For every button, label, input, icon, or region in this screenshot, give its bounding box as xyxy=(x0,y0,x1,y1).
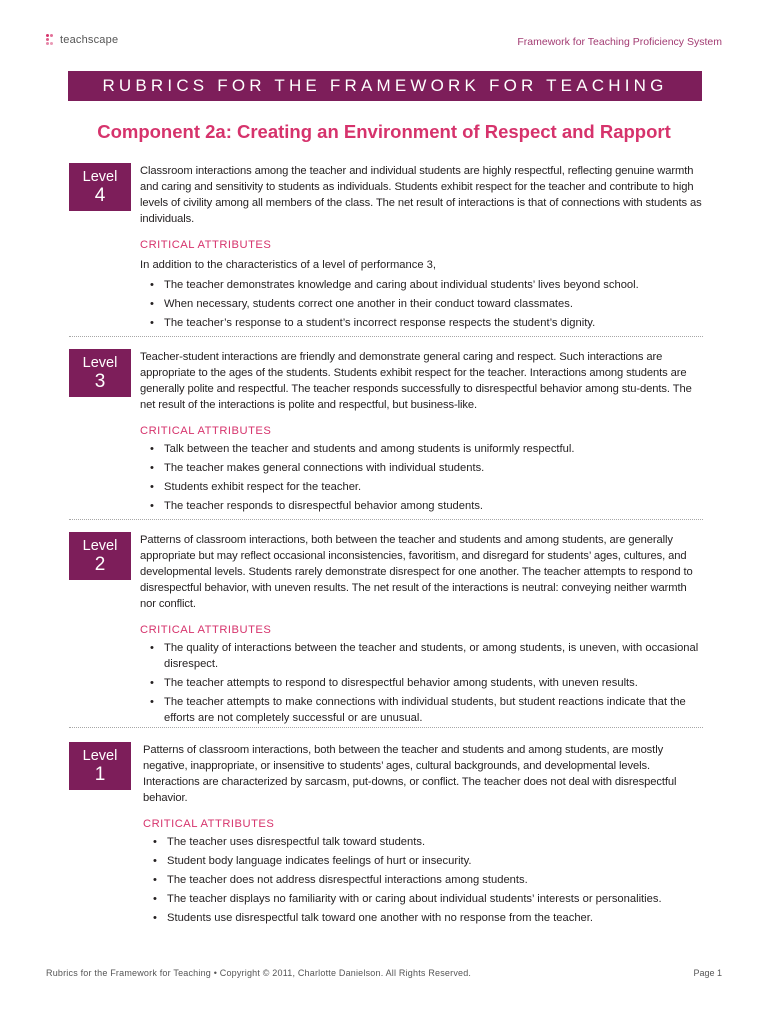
level-word: Level xyxy=(82,354,118,371)
section-divider xyxy=(69,519,703,520)
level-badge xyxy=(69,532,131,580)
attribute-item: • The teacher’s response to a student’s incorrect response respects the student’s dignity. xyxy=(150,315,703,331)
level-description: Classroom interactions among the teacher and individual students are highly respectful, reflecting genuine warmth and caring and sensitivity to students as individuals. Students exhibit respect for the teacher and contribute to high levels of civility among all members of the class. The net result of interactions is that of connections with students as individuals. xyxy=(140,165,702,225)
attribute-item: • The teacher attempts to respond to disrespectful behavior among students, with uneven results. xyxy=(150,675,703,691)
level-description: Patterns of classroom interactions, both between the teacher and students and among students, are generally appropriate but may reflect occasional inconsistencies, favoritism, and disregard for students’ ages, cultures, and developmental levels. Students rarely demonstrate disrespect for one another. The teacher attempts to respond to disrespectful behavior, with uneven results. The net result of the interactions is neutral: conveying neither warmth nor conflict. xyxy=(140,534,693,610)
level-badge xyxy=(69,742,131,790)
teachscape-logo xyxy=(46,34,118,46)
section-divider xyxy=(69,727,703,728)
component-title: Component 2a: Creating an Environment of Respect and Rapport xyxy=(97,121,671,142)
attributes-intro: In addition to the characteristics of a level of performance 3, xyxy=(140,259,437,271)
rubrics-banner: RUBRICS FOR THE FRAMEWORK FOR TEACHING xyxy=(68,71,702,101)
level-content xyxy=(140,349,703,517)
level-content xyxy=(140,163,703,334)
footer-page-number: Page 1 xyxy=(693,968,722,978)
attributes-list xyxy=(140,277,703,331)
attribute-item: • The teacher uses disrespectful talk toward students. xyxy=(153,834,703,850)
attribute-item: • The teacher does not address disrespectful interactions among students. xyxy=(153,872,703,888)
header-system-title: Framework for Teaching Proficiency System xyxy=(517,36,722,48)
page-header xyxy=(46,34,722,52)
critical-attributes-heading: CRITICAL ATTRIBUTES xyxy=(143,818,275,830)
footer-copyright: Rubrics for the Framework for Teaching • Copyright © 2011, Charlotte Danielson. All Rights Reserved. xyxy=(46,968,472,978)
section-divider xyxy=(69,336,703,337)
level-number: 3 xyxy=(94,370,106,392)
attributes-list xyxy=(140,441,703,514)
level-description: Teacher-student interactions are friendly and demonstrate general caring and respect. Such interactions are appropriate to the ages of the students. Students exhibit respect for the teacher. Interactions among students are generally polite and respectful. The teacher responds successfully to disrespectful behavior among stu-dents. The net result of the interactions is polite and respectful, but business-like. xyxy=(140,351,692,411)
attribute-item: • The quality of interactions between the teacher and students, or among students, is uneven, with occasional disrespect. xyxy=(150,640,703,672)
attribute-item: • Students exhibit respect for the teacher. xyxy=(150,479,703,495)
critical-attributes-heading: CRITICAL ATTRIBUTES xyxy=(140,425,272,437)
level-word: Level xyxy=(82,168,118,185)
level-number: 2 xyxy=(94,553,106,575)
logo-text: teachscape xyxy=(60,34,119,46)
attributes-list xyxy=(143,834,703,926)
attribute-item: • Student body language indicates feelings of hurt or insecurity. xyxy=(153,853,703,869)
critical-attributes-heading: CRITICAL ATTRIBUTES xyxy=(140,239,272,251)
level-badge xyxy=(69,163,131,211)
attribute-item: • When necessary, students correct one another in their conduct toward classmates. xyxy=(150,296,703,312)
attribute-item: • Talk between the teacher and students and among students is uniformly respectful. xyxy=(150,441,703,457)
attribute-item: • The teacher displays no familiarity with or caring about individual students’ interests or personalities. xyxy=(153,891,703,907)
level-badge xyxy=(69,349,131,397)
attribute-item: • The teacher attempts to make connections with individual students, but student reactions indicate that the efforts are not completely successful or are unusual. xyxy=(150,694,703,726)
level-number: 1 xyxy=(94,763,106,785)
attribute-item: • The teacher responds to disrespectful behavior among students. xyxy=(150,498,703,514)
level-content xyxy=(143,742,703,929)
logo-icon xyxy=(46,34,56,46)
level-content xyxy=(140,532,703,729)
level-number: 4 xyxy=(94,184,106,206)
attribute-item: • The teacher makes general connections with individual students. xyxy=(150,460,703,476)
level-word: Level xyxy=(82,537,118,554)
attribute-item: • Students use disrespectful talk toward one another with no response from the teacher. xyxy=(153,910,703,926)
attributes-list xyxy=(140,640,703,726)
attribute-item: • The teacher demonstrates knowledge and caring about individual students’ lives beyond school. xyxy=(150,277,703,293)
level-word: Level xyxy=(82,747,118,764)
critical-attributes-heading: CRITICAL ATTRIBUTES xyxy=(140,624,272,636)
level-description: Patterns of classroom interactions, both between the teacher and students and among students, are mostly negative, inappropriate, or insensitive to students’ ages, cultural backgrounds, and developmental levels. Interactions are characterized by sarcasm, put-downs, or conflict. The teacher does not deal with disrespectful behavior. xyxy=(143,744,677,804)
